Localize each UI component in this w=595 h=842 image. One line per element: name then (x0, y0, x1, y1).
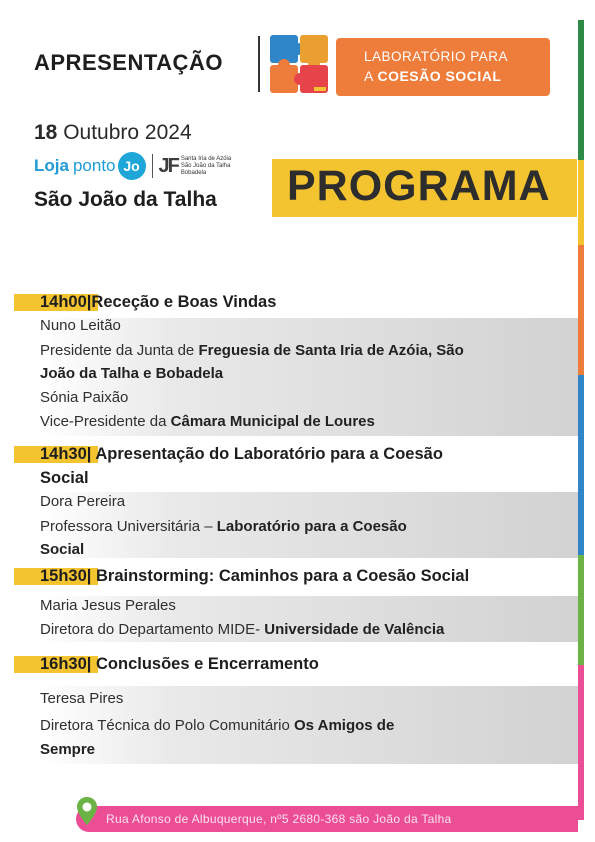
schedule-title-4: 16h30| Conclusões e Encerramento (40, 655, 319, 673)
lab-banner (336, 38, 550, 96)
ponto-label: ponto (72, 156, 116, 175)
schedule-title-2-cont: Social (40, 469, 89, 487)
puzzle-logo-icon (268, 33, 330, 95)
schedule-title-1: 14h00|Receção e Boas Vindas (40, 293, 277, 311)
speaker-name: Nuno Leitão (40, 317, 121, 334)
programa-heading: PROGRAMA (287, 162, 551, 210)
speaker-role: Presidente da Junta de Freguesia de Santa Iria de Azóia, São (40, 342, 464, 359)
jf-mark-icon: JF (158, 154, 178, 177)
speaker-name: Teresa Pires (40, 690, 124, 707)
event-date: 18 Outubro 2024 (34, 121, 192, 144)
speaker-name: Dora Pereira (40, 493, 126, 510)
speaker-role: Diretora Técnica do Polo Comunitário Os Amigos de (40, 717, 395, 734)
loja-ponto-jo-logo (34, 152, 231, 180)
page-title: APRESENTAÇÃO (34, 50, 223, 75)
speaker-role: Vice-Presidente da Câmara Municipal de Loures (40, 413, 375, 430)
lab-banner-line1: LABORATÓRIO PARA (364, 49, 509, 64)
header-divider (258, 36, 260, 92)
lab-banner-line2: A COESÃO SOCIAL (364, 68, 502, 84)
jf-line: São João da Talha (180, 162, 231, 169)
logo-divider (152, 154, 153, 178)
speaker-name: Sónia Paixão (40, 389, 129, 406)
junta-freguesia-logo (159, 155, 232, 178)
map-pin-icon (76, 796, 98, 826)
speaker-role-cont: Sempre (40, 741, 96, 758)
jo-badge-icon: Jo (118, 152, 146, 180)
jf-line: Santa Iria de Azóia (180, 155, 232, 162)
schedule-title-2: 14h30| Apresentação do Laboratório para a Coesão (40, 445, 443, 463)
schedule-title-3: 15h30| Brainstorming: Caminhos para a Coesão Social (40, 567, 470, 585)
loja-label: Loja (34, 156, 69, 175)
speaker-role: Professora Universitária – Laboratório para a Coesão (40, 518, 407, 535)
event-location: São João da Talha (34, 188, 217, 211)
jf-line: Bobadela (180, 169, 207, 176)
speaker-role-cont: João da Talha e Bobadela (40, 365, 224, 382)
footer-address: Rua Afonso de Albuquerque, nº5 2680-368 são João da Talha (106, 812, 452, 826)
speaker-role-cont: Social (40, 541, 85, 558)
speaker-name: Maria Jesus Perales (40, 597, 176, 614)
speaker-role: Diretora do Departamento MIDE- Universidade de Valência (40, 621, 445, 638)
side-color-strip (578, 20, 584, 820)
